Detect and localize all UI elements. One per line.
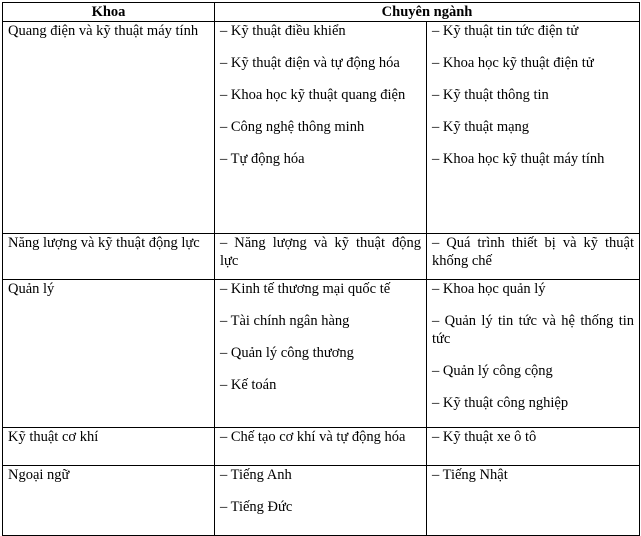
major-item: – Khoa học quản lý — [432, 281, 546, 297]
header-faculty: Khoa — [3, 3, 215, 22]
major-item: – Khoa học kỹ thuật quang điện — [220, 87, 406, 103]
faculty-cell: Kỹ thuật cơ khí — [3, 428, 215, 466]
major-cell — [215, 280, 427, 428]
faculty-cell: Quản lý — [3, 280, 215, 428]
major-item: – Năng lượng và kỹ thuật động lực — [220, 235, 421, 269]
major-cell — [427, 428, 640, 466]
header-major: Chuyên ngành — [215, 3, 640, 22]
major-cell — [215, 234, 427, 280]
major-item: – Quá trình thiết bị và kỹ thuật khống chế — [432, 235, 635, 269]
major-item: – Kỹ thuật điện và tự động hóa — [220, 55, 400, 71]
faculty-cell: Năng lượng và kỹ thuật động lực — [3, 234, 215, 280]
major-item: – Khoa học kỹ thuật máy tính — [432, 151, 605, 167]
major-item: – Quản lý công cộng — [432, 363, 553, 379]
major-item: – Tiếng Đức — [220, 499, 293, 515]
major-cell — [215, 466, 427, 536]
major-item: – Khoa học kỹ thuật điện tử — [432, 55, 594, 71]
faculty-major-table — [2, 2, 640, 536]
table-row — [3, 22, 640, 234]
major-item: – Kế toán — [220, 377, 277, 393]
major-cell — [215, 428, 427, 466]
major-cell — [427, 466, 640, 536]
major-cell — [427, 22, 640, 234]
major-item: – Tự động hóa — [220, 151, 305, 167]
major-cell — [215, 22, 427, 234]
major-item: – Tiếng Anh — [220, 467, 292, 483]
major-item: – Kỹ thuật công nghiệp — [432, 395, 569, 411]
faculty-cell: Quang điện và kỹ thuật máy tính — [3, 22, 215, 234]
major-item: – Kinh tế thương mại quốc tế — [220, 281, 391, 297]
table-row — [3, 234, 640, 280]
table-body — [3, 22, 640, 536]
table-row — [3, 280, 640, 428]
major-item: – Quản lý tin tức và hệ thống tin tức — [432, 313, 635, 347]
table-header-row — [3, 3, 640, 22]
major-item: – Kỹ thuật thông tin — [432, 87, 549, 103]
major-item: – Quản lý công thương — [220, 345, 354, 361]
major-item: – Tài chính ngân hàng — [220, 313, 350, 329]
table-row — [3, 428, 640, 466]
faculty-cell: Ngoại ngữ — [3, 466, 215, 536]
major-item: – Kỹ thuật xe ô tô — [432, 429, 537, 445]
major-item: – Kỹ thuật mạng — [432, 119, 530, 135]
major-item: – Chế tạo cơ khí và tự động hóa — [220, 429, 406, 445]
major-item: – Kỹ thuật tin tức điện tử — [432, 23, 579, 39]
table-row — [3, 466, 640, 536]
major-item: – Tiếng Nhật — [432, 467, 508, 483]
major-cell — [427, 234, 640, 280]
major-cell — [427, 280, 640, 428]
major-item: – Kỹ thuật điều khiển — [220, 23, 346, 39]
major-item: – Công nghệ thông minh — [220, 119, 365, 135]
